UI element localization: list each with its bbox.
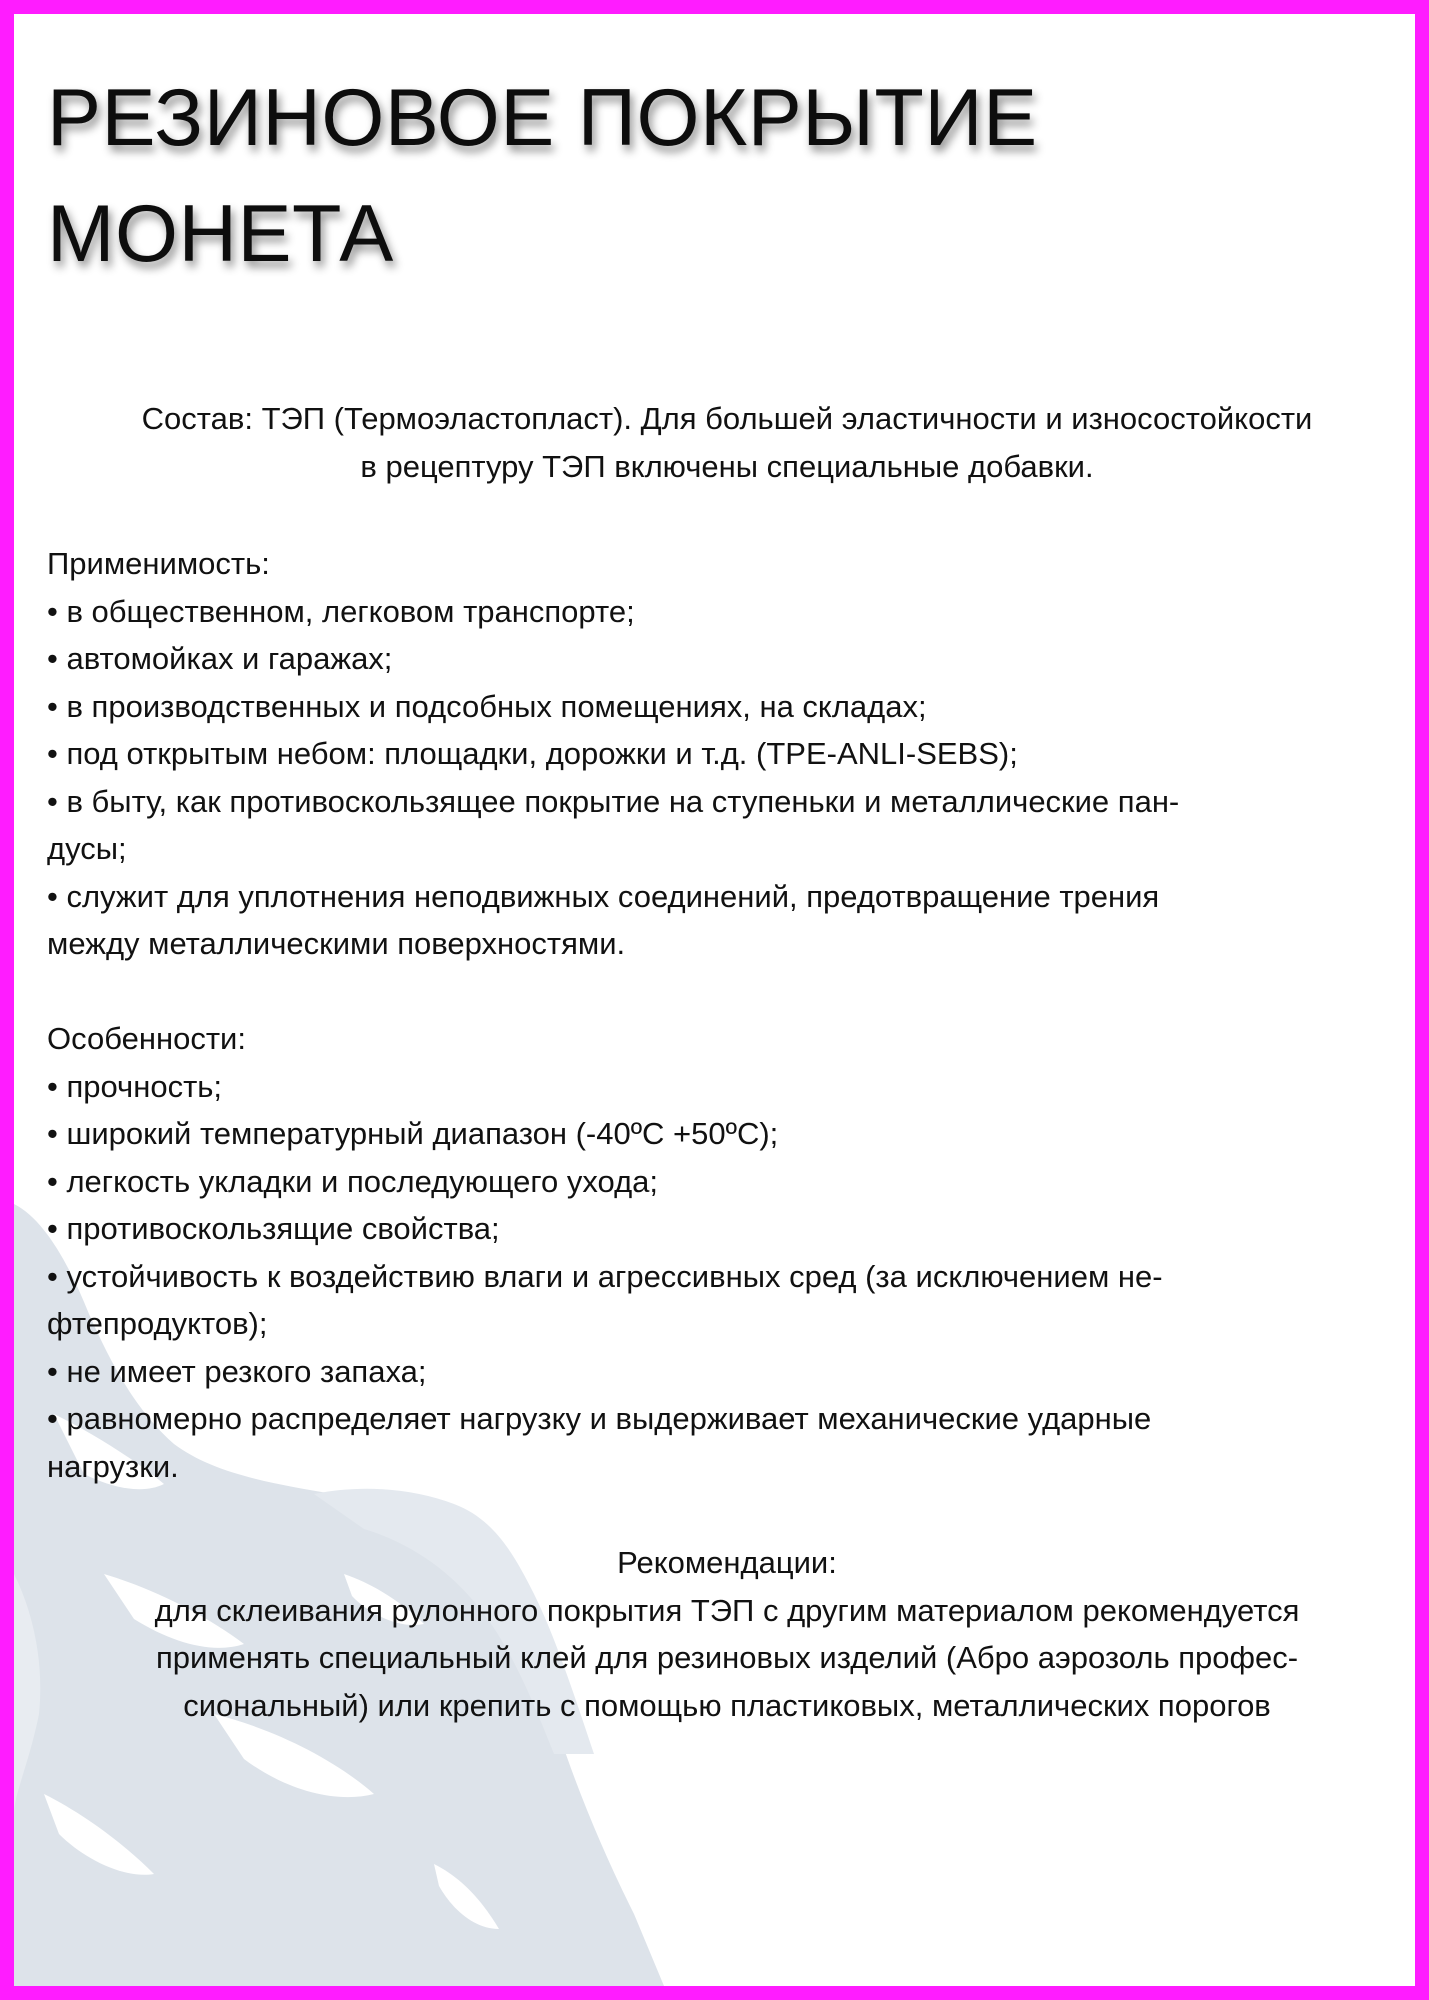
recommendations-heading: Рекомендации:	[617, 1545, 837, 1580]
list-item: • в быту, как противоскользящее покрытие на ступеньки и металлические пан-	[47, 783, 1180, 819]
recommendations-line: для склеивания рулонного покрытия ТЭП с другим материалом рекомендуется	[154, 1592, 1300, 1628]
list-item: • служит для уплотнения неподвижных соединений, предотвращение трения	[47, 878, 1160, 914]
features-heading: Особенности:	[47, 1021, 246, 1056]
list-item: • равномерно распределяет нагрузку и выдерживает механические ударные	[47, 1401, 1152, 1436]
title-line: РЕЗИНОВОЕ ПОКРЫТИЕ	[47, 73, 1038, 163]
features-section	[47, 1015, 1407, 1490]
list-item: • в производственных и подсобных помещениях, на складах;	[47, 688, 927, 724]
list-item: • прочность;	[47, 1068, 223, 1104]
applicability-heading: Применимость:	[47, 546, 270, 581]
list-item: • в общественном, легковом транспорте;	[47, 593, 635, 629]
list-item: • не имеет резкого запаха;	[47, 1353, 427, 1389]
recommendations-line: сиональный) или крепить с помощью пластиковых, металлических порогов	[183, 1687, 1271, 1723]
list-item-continuation: дусы;	[47, 831, 127, 866]
list-item-continuation: нагрузки.	[47, 1448, 179, 1484]
list-item: • устойчивость к воздействию влаги и агрессивных сред (за исключением не-	[47, 1258, 1163, 1294]
list-item: • широкий температурный диапазон (-40ºC +50ºC);	[47, 1116, 779, 1151]
page-title	[47, 60, 1038, 292]
recommendations-line: применять специальный клей для резиновых изделий (Абро аэрозоль профес-	[155, 1640, 1299, 1675]
applicability-section	[47, 540, 1407, 968]
list-item: • под открытым небом: площадки, дорожки и т.д. (TPE-ANLI-SEBS);	[47, 736, 1018, 771]
composition-line: Состав: ТЭП (Термоэластопласт). Для большей эластичности и износостойкости	[141, 401, 1313, 436]
composition-line: в рецептуру ТЭП включены специальные добавки.	[360, 448, 1094, 484]
list-item: • автомойках и гаражах;	[47, 641, 393, 676]
recommendations-section	[47, 1539, 1407, 1729]
list-item-continuation: между металлическими поверхностями.	[47, 926, 626, 961]
composition-section	[47, 395, 1407, 490]
title-line: МОНЕТА	[47, 189, 394, 279]
list-item: • легкость укладки и последующего ухода;	[47, 1163, 659, 1199]
list-item: • противоскользящие свойства;	[47, 1211, 500, 1246]
list-item-continuation: фтепродуктов);	[47, 1306, 268, 1341]
